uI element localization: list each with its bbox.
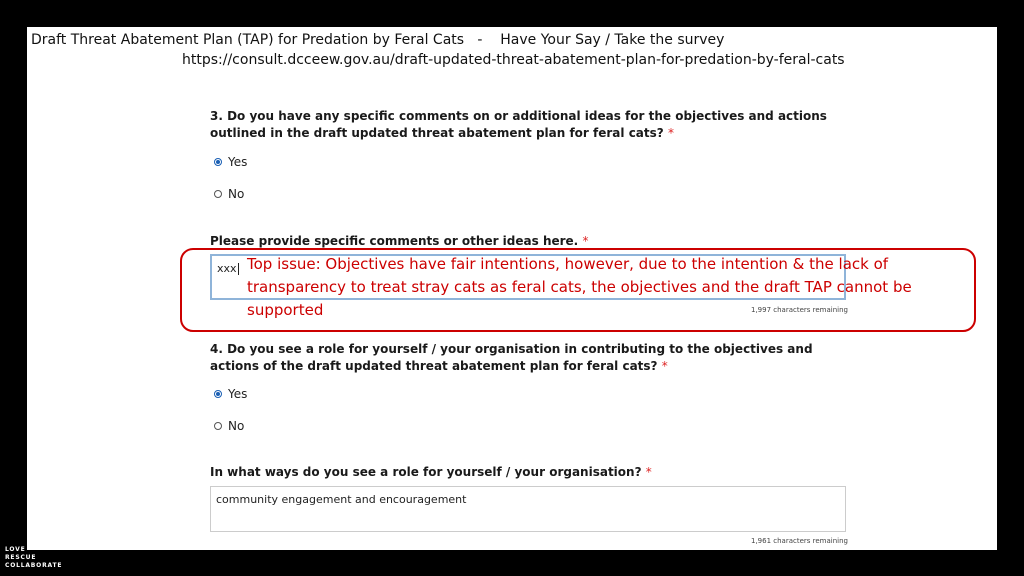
logo (5, 546, 62, 570)
required-asterisk: * (582, 234, 589, 248)
radio-selected-icon[interactable] (214, 158, 222, 166)
slide (27, 27, 997, 550)
q4-option-no-label: No (228, 419, 245, 433)
question-4-text: 4. Do you see a role for yourself / your organisation in contributing to the objectives and actions of the draft updated threat abatement plan for feral cats? (210, 342, 813, 373)
role-label (210, 464, 860, 481)
role-value: community engagement and encouragement (216, 493, 467, 506)
logo-line: COLLABORATE (5, 562, 63, 569)
required-asterisk: * (661, 359, 668, 373)
required-asterisk: * (667, 126, 674, 140)
q4-option-no[interactable] (214, 419, 244, 433)
comments-chars-remaining: 1,997 characters remaining (750, 306, 848, 314)
q3-option-no[interactable] (214, 187, 244, 201)
question-3-text: 3. Do you have any specific comments on or additional ideas for the objectives and actions outlined in the draft updated threat abatement plan for feral cats? (210, 109, 827, 140)
required-asterisk: * (645, 465, 652, 479)
q4-option-yes[interactable] (214, 387, 247, 401)
annotation-text: Top issue: Objectives have fair intentions, however, due to the intention & the lack of transparency to treat stray cats as feral cats, the objectives and the draft TAP cannot be supported (247, 255, 912, 319)
logo-line: RESCUE (5, 554, 37, 561)
comments-label-text: Please provide specific comments or other ideas here. (210, 234, 579, 248)
q3-option-yes-label: Yes (228, 155, 248, 169)
role-label-text: In what ways do you see a role for yourself / your organisation? (210, 465, 642, 479)
question-3 (210, 108, 860, 142)
header-url: https://consult.dcceew.gov.au/draft-updated-threat-abatement-plan-for-predation-by-feral-cats (182, 52, 845, 68)
q3-option-yes[interactable] (214, 155, 247, 169)
radio-selected-icon[interactable] (214, 390, 222, 398)
comments-value: xxx (217, 262, 237, 275)
radio-unselected-icon[interactable] (214, 190, 222, 198)
radio-unselected-icon[interactable] (214, 422, 222, 430)
role-textarea[interactable] (210, 486, 846, 532)
question-4 (210, 341, 860, 375)
role-chars-remaining: 1,961 characters remaining (750, 537, 848, 545)
header-title: Draft Threat Abatement Plan (TAP) for Predation by Feral Cats - Have Your Say / Take the survey (31, 32, 725, 48)
q3-option-no-label: No (228, 187, 245, 201)
logo-line: LOVE (5, 546, 26, 553)
q4-option-yes-label: Yes (228, 387, 248, 401)
